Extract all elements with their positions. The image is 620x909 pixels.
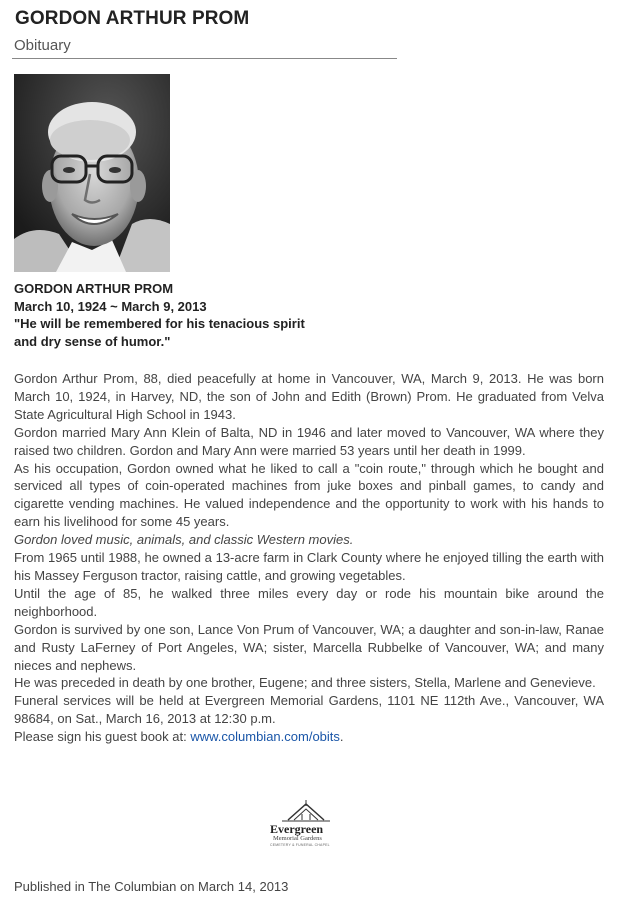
logo-tagline: CEMETERY & FUNERAL CHAPEL — [270, 843, 330, 847]
paragraph: Gordon Arthur Prom, 88, died peacefully at home in Vancouver, WA, March 9, 2013. He was born March 10, 1924, in Harvey, ND, the son of John and Edith (Brown) Prom. He graduated from Velva State Agricultural High School in 1943. — [14, 371, 604, 422]
guestbook-suffix: . — [339, 729, 344, 745]
logo-wordmark: Evergreen — [270, 822, 324, 836]
memorial-quote-line-1: "He will be remembered for his tenacious spirit — [14, 316, 305, 331]
obituary-body — [14, 370, 604, 746]
deceased-name: GORDON ARTHUR PROM — [14, 281, 174, 296]
paragraph: He was preceded in death by one brother, Eugene; and three sisters, Stella, Marlene and Genevieve. — [14, 675, 596, 691]
guestbook-link[interactable]: www.columbian.com/obits — [190, 729, 340, 745]
memorial-quote-line-2: and dry sense of humor." — [14, 333, 171, 349]
paragraph: Gordon is survived by one son, Lance Von Prum of Vancouver, WA; a daughter and son-in-law, Ranae and Rusty LaFerney of Port Angeles, WA; sister, Marcella Rubbelke of Vancouver, WA; and many nieces and nephews. — [14, 621, 604, 673]
funeral-home-logo — [266, 800, 346, 850]
guestbook-prefix: Please sign his guest book at: — [14, 729, 191, 745]
paragraph: Funeral services will be held at Evergreen Memorial Gardens, 1101 NE 112th Ave., Vancouver, WA 98684, on Sat., March 16, 2013 at 12:30 p.m. — [14, 693, 604, 727]
page-subtitle: Obituary — [14, 37, 71, 54]
obituary-heading — [14, 280, 305, 350]
paragraph: Gordon married Mary Ann Klein of Balta, ND in 1946 and later moved to Vancouver, WA where they raised two children. Gordon and Mary Ann were married 53 years until her death in 1999. — [14, 424, 604, 458]
life-dates: March 10, 1924 ~ March 9, 2013 — [14, 298, 207, 314]
publication-note: Published in The Columbian on March 14, 2013 — [14, 879, 289, 894]
paragraph: As his occupation, Gordon owned what he liked to call a "coin route," through which he bought and serviced all types of coin-operated machines from juke boxes and pinball games, to candy and cigarette vending machines. He valued independence and the opportunity to work with his hands to earn his livelihood for some 45 years. — [14, 460, 604, 530]
paragraph: Until the age of 85, he walked three miles every day or rode his mountain bike around the neighborhood. — [14, 585, 604, 619]
paragraph: From 1965 until 1988, he owned a 13-acre farm in Clark County where he enjoyed tilling the earth with his Massey Ferguson tractor, raising cattle, and growing vegetables. — [14, 550, 604, 583]
logo-subtitle: Memorial Gardens — [273, 835, 322, 842]
page-title: GORDON ARTHUR PROM — [15, 8, 250, 29]
chapel-icon — [266, 800, 346, 824]
paragraph: Gordon loved music, animals, and classic Western movies. — [14, 532, 354, 548]
portrait-icon — [14, 74, 170, 272]
header-divider — [12, 58, 397, 59]
guestbook-line — [14, 728, 604, 746]
portrait-photo — [14, 74, 170, 272]
